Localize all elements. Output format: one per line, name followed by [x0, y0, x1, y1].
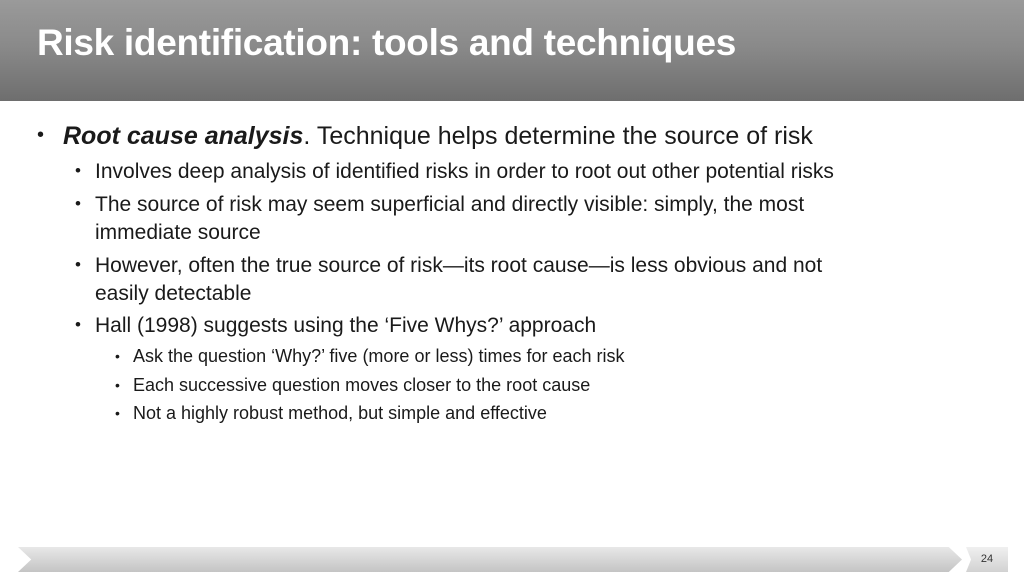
- bullet-text: Ask the question ‘Why?’ five (more or less) times for each risk: [133, 346, 625, 366]
- bullet-text: Not a highly robust method, but simple and effective: [133, 403, 547, 423]
- bullet-text: Each successive question moves closer to the root cause: [133, 375, 591, 395]
- bullet-icon: •: [75, 255, 81, 274]
- bullet-text: . Technique helps determine the source of risk: [303, 122, 813, 150]
- bullet-text: Involves deep analysis of identified risks in order to root out other potential risks: [95, 160, 834, 183]
- bullet-icon: •: [75, 194, 81, 213]
- page-number: 24: [980, 553, 994, 565]
- bullet-icon: •: [37, 124, 45, 146]
- slide-title: Risk identification: tools and techniques: [37, 22, 736, 63]
- bullet-icon: •: [115, 405, 120, 421]
- bullet-text-line2: easily detectable: [95, 282, 252, 305]
- bullet-text-line1: The source of risk may seem superficial and directly visible: simply, the most: [95, 193, 805, 216]
- bullet-text: Hall (1998) suggests using the ‘Five Whys?’ approach: [95, 314, 597, 337]
- bullet-icon: •: [75, 315, 81, 334]
- bullet-icon: •: [115, 377, 120, 393]
- bullet-icon: •: [115, 348, 120, 364]
- bullet-text-line2: immediate source: [95, 221, 261, 244]
- footer-bar: [18, 547, 962, 572]
- emphasis-term: Root cause analysis: [63, 122, 304, 150]
- bullet-icon: •: [75, 161, 81, 180]
- slide-header: [0, 0, 1024, 101]
- bullet-text-line1: However, often the true source of risk—its root cause—is less obvious and not: [95, 254, 823, 277]
